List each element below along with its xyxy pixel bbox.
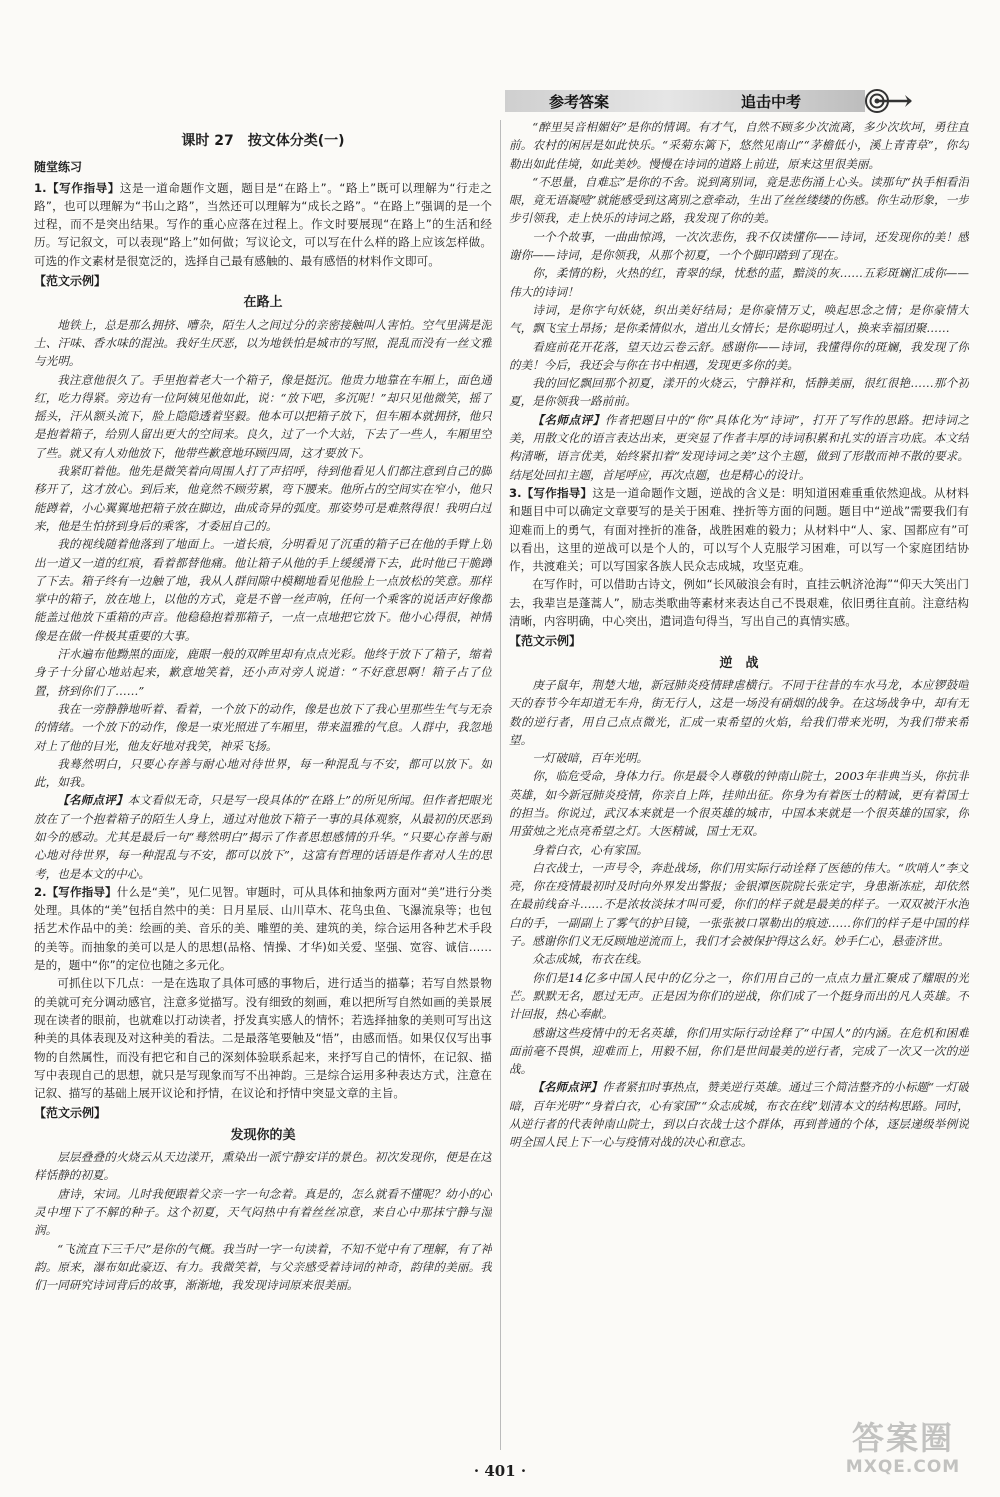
q2-comment-text: 作者把题目中的“你”具体化为“诗词”，打开了写作的思路。把诗词之美，用散文化的语言表达出来，更突显了作者丰厚的诗词积累和扎实的语言功底。本文结构清晰，语言优美，始终紧扣着“发现诗词之美”这个主题，做到了形散而神不散的要求。结尾处回扣主题，首尾呼应，再次点题，也是精心的设计。: [509, 412, 969, 482]
q1-guide-tag: 【写作指导】: [46, 180, 120, 195]
q3-number: 3.: [509, 485, 522, 500]
q1-essay-paragraph: 我注意他很久了。手里抱着老大一个箱子，像是挺沉。他贵力地靠在车厢上，面色通红，吃力得紧。旁边有一位阿姨见他如此，说：“放下吧，多沉呢！”却只见他微笑，摇了摇头，汗从额头流下，脸上隐隐透着坚毅。他本可以把箱子放下，但车厢本就拥挤，他只是抱着箱子，给别人留出更大的空间来。良久，过了一个大站，下去了一些人，车厢里空了些。就又有人劝他放下，他带些歉意地环顾四周，这才要放下。: [34, 372, 492, 460]
right-column: [509, 118, 969, 1448]
q1-essay-paragraph: 我蓦然明白，只要心存善与耐心地对待世界，每一种混乱与不安，都可以放下。如此，如我。: [34, 756, 492, 790]
q3-comment: [509, 1078, 969, 1151]
column-divider: [500, 120, 501, 1450]
q1-comment: [34, 791, 492, 882]
q2-essay-paragraph: 看庭前花开花落，望天边云卷云舒。感谢你——诗词，我懂得你的斑斓，我发现了你的美！今后，我还会与你在书中相遇，发现更多你的美。: [509, 339, 969, 372]
watermark-url: MXQE.COM: [845, 1457, 961, 1477]
q1-essay-paragraph: 汗水遍布他黝黑的面庞，鹿眼一般的双眸里却有点点光彩。他终于放下了箱子，缩着身子十分留心地站起来，歉意地笑着，还小声对旁人说道：“不好意思啊！箱子占了位置，挤到你们了……”: [34, 647, 492, 698]
q2-essay-paragraph: 层层叠叠的火烧云从天边漾开，熏染出一派宁静安详的景色。初次发现你，便是在这样恬静的初夏。: [34, 1150, 492, 1183]
q3-essay-paragraph: 身着白衣，心有家国。: [532, 842, 649, 857]
q1-essay-paragraph: 我的视线随着他落到了地面上。一道长痕，分明看见了沉重的箱子已在他的手臂上划出一道又一道的红痕，看着都替他痛。他让箱子从他的手上缓缓滑下去，此时他已干脆蹲了下去。箱子终有一边触了地，我从人群间隙中模糊地看见他脸上一点放松的笑意。那样掌中的箱子，放在地上，以他的方式，竟是不曾一丝声响，任何一个乘客的说话声好像都能盖过他放下重箱的声音。他稳稳抱着那箱子，一点一点地把它放下。他小心得很，神情像是在做一件极其重要的大事。: [34, 537, 492, 643]
target-arrow-icon: [861, 88, 913, 114]
q3-guide-continued: 在写作时，可以借助古诗文，例如“长风破浪会有时，直挂云帆济沧海”“仰天大笑出门去，我辈岂是蓬蒿人”，励志类歌曲等素材来表达自己不畏艰难，依旧勇往直前。注意结构清晰，内容明确，中心突出，遣词造句得当，写出自己的真情实感。: [509, 577, 969, 629]
q3-guide-text: 这是一道命题作文题，逆战的含义是：明知道困难重重依然迎战。从材料和题目中可以确定文章要写的是关于困难、挫折等方面的问题。题目中“逆战”需要我们有迎难而上的勇气，有面对挫折的准备，战胜困难的毅力；从材料中“人、家、国都应有”可以看出，这里的逆战可以是个人的，可以写个人克服学习困难，可以写一个家庭团结协作，共渡难关；可以写国家各族人民众志成城，攻坚克难。: [509, 485, 969, 574]
q3-essay-paragraph: 你，临危受命，身体力行。你是最令人尊敬的钟南山院士，2003年非典当头，你抗非英雄，如今新冠肺炎疫情，你亲自上阵，挂帅出征。你身为有着医士的精诚，更有着国士的担当。你说过，武汉本来就是一个很英雄的城市，中国本来就是一个很英雄的国家，你用萤烛之光点亮希望之灯。大医精诚，国士无双。: [509, 769, 969, 839]
q2-essay-paragraph: 诗词，是你字句妖娆，织出美好结局；是你豪情万丈，唤起思念之情；是你豪情大气，飘飞宝土昂扬；是你柔情似水，道出儿女情长；是你聪明过人，换来幸福团聚……: [509, 302, 969, 336]
practice-label: 随堂练习: [34, 160, 83, 175]
q1-guide-text: 这是一道命题作文题，题目是“在路上”。“路上”既可以理解为“行走之路”，也可以理解为“书山之路”，当然还可以理解为“成长之路”。“在路上”强调的是一个过程，而不是突出结果。写作的重心应落在过程上。作文时要展现“在路上”的生活和经历。写记叙文，可以表现“路上”如何做；写议论文，可以写在什么样的路上应该怎样做。可选的作文素材是很宽泛的，选择自己最有感触的、最有感悟的材料作文即可。: [34, 180, 492, 268]
q2-essay-paragraph: “醉里吴音相媚好”是你的情调。有才气，自然不顾多少次流离，多少次坎坷，勇往直前。农村的闲居是如此快乐。“采菊东篱下，悠然见南山”“茅檐低小，溪上青青草”，你勾勒出如此佳境，如此美妙。慢慢在诗词的道路上前进，原来这里很美丽。: [509, 120, 969, 171]
left-column: [34, 128, 492, 1458]
q2-essay-paragraph: “飞流直下三千尺”是你的气概。我当时一字一句读着，不知不觉中有了理解，有了神韵。原来，瀑布如此豪迈、有力。我微笑着，与父亲感受着诗词的神奇，韵律的美丽。我们一同研究诗词背后的故事，渐渐地，我发现诗词原来很美丽。: [34, 1241, 492, 1293]
q3-essay-paragraph: 庚子鼠年，荆楚大地，新冠肺炎疫情肆虐横行。不同于往昔的车水马龙，本应锣鼓喧天的春节今年却道无车舟，街无行人，这是一场没有硝烟的战争。在这场战争中，却有无数的逆行者，用自己点点微光，汇成一束希望的火焰，给我们带来光明，为我们带来希望。: [509, 677, 969, 747]
watermark-logo-text: 答案圈: [851, 1419, 954, 1457]
q3-essay-paragraph: 一灯破暗，百年光明。: [532, 751, 649, 766]
q2-essay-paragraph: 我的回忆飘回那个初夏，漾开的火烧云，宁静祥和，恬静美丽，很红很艳……那个初夏，是你领我一路前前。: [509, 376, 969, 409]
q3-essay-paragraph: 你们是14亿多中国人民中的亿分之一，你们用自己的一点点力量汇聚成了耀眼的光芒。默默无名，愿过无声。正是因为你们的逆战，你们成了一个挺身而出的凡人英雄。不计回报，热心奉献。: [509, 970, 969, 1022]
q2-comment-tag: 【名师点评】: [532, 412, 605, 427]
q2-example-label: 【范文示例】: [34, 1106, 107, 1121]
q1-essay-title: 在路上: [243, 295, 283, 311]
page-header: [505, 88, 913, 114]
q2-essay-title: 发现你的美: [230, 1127, 296, 1143]
q3-guide-tag: 【写作指导】: [521, 485, 593, 500]
q2-guide: [34, 883, 492, 974]
site-watermark: [828, 1420, 978, 1490]
q2-guide-tag: 【写作指导】: [46, 884, 117, 899]
q3-comment-tag: 【名师点评】: [532, 1080, 603, 1095]
q1-comment-text: 本文看似无奇，只是写一段具体的“在路上”的所见所闻。但作者把眼光放在了一个抱着箱子的陌生人身上，通过对他放下箱子一事的具体观察，从最初的厌恶到如今的感动。尤其是最后一句“蓦然明白”揭示了作者思想感情的升华。“只要心存善与耐心地对待世界，每一种混乱与不安，都可以放下”，这富有哲理的话语是作者对人生的思考，也是本文的中心。: [34, 793, 492, 881]
header-series-label: 追击中考: [741, 92, 802, 111]
q2-number: 2.: [34, 884, 47, 899]
q3-comment-text: 作者紧扣时事热点，赞美逆行英雄。通过三个简洁整齐的小标题“一灯破暗，百年光明”“身着白衣，心有家国”“众志成城，布衣在线”划清本文的结构思路。同时，从逆行者的代表钟南山院士，到以白衣战士这个群体，再到普通的个体，逐层递级举例说明全国人民上下一心与疫情对战的决心和意志。: [509, 1080, 969, 1150]
q2-essay-paragraph: “不思量，自难忘”是你的不舍。说到离别词，竟是悲伤涌上心头。读那句“执手相看泪眼，竟无语凝噎”就能感受到这离别之意牵动，生出了丝丝缕缕的伤感。你生动形象，一步步引领我，走上快乐的诗词之路，我发现了你的美。: [509, 174, 969, 226]
q3-essay-paragraph: 感谢这些疫情中的无名英雄，你们用实际行动诠释了“中国人”的内涵。在危机和困难面前毫不畏惧，迎难而上，用毅不屈，你们是世间最美的逆行者，完成了一次又一次的逆战。: [509, 1025, 969, 1077]
q3-guide: [509, 484, 969, 575]
q2-guide-text: 什么是“美”，见仁见智。审题时，可从具体和抽象两方面对“美”进行分类处理。具体的“美”包括自然中的美：日月星辰、山川草木、花鸟虫鱼、飞瀑流泉等；也包括艺术作品中的美：绘画的美、音乐的美、雕塑的美、建筑的美，综合运用各种艺术手段的美等。而抽象的美可以是人的思想(品格、情操、才华)如关爱、坚强、宽容、诚信……是的，题中“你”的定位也随之多元化。: [34, 884, 492, 973]
page-number: · 401 ·: [473, 1462, 527, 1480]
q1-number: 1.: [34, 180, 47, 195]
q2-comment: [509, 411, 969, 484]
header-answers-label: 参考答案: [549, 92, 610, 111]
q3-essay-paragraph: 白衣战士，一声号令，奔赴战场，你们用实际行动诠释了医德的伟大。“吹哨人”李文亮，你在疫情最初时及时向外界发出警报；金银潭医院院长张定宇，身患渐冻症，却依然在最前线奋斗……不是浓妆淡抹才叫可爱，你们的样子就是最美的样子。一双双被汗水泡白的手，一副副上了雾气的护目镜，一张张被口罩勒出的痕迹……你们的样子是中国的样子。感谢你们义无反顾地逆流而上，我们才会被保护得这么好。妙手仁心，悬壶济世。: [509, 860, 969, 949]
q3-essay-title: 逆 战: [719, 655, 759, 671]
q1-essay-paragraph: 我在一旁静静地听着、看着，一个放下的动作，像是也放下了我心里那些生气与无奈的情绪。一个放下的动作，像是一束光照进了车厢里，带来温雅的气息。人群中，我忽地对上了他的目光，他友好地对我笑，神采飞扬。: [34, 701, 492, 753]
q3-essay-paragraph: 众志成城，布衣在线。: [532, 952, 649, 967]
q1-essay-paragraph: 地铁上，总是那么拥挤、嘈杂，陌生人之间过分的亲密接触叫人害怕。空气里满是泥土、汗味、香水味的混浊。我好生厌恶，以为地铁怕是城市的写照，混乱而没有一丝文雅与光明。: [34, 317, 492, 369]
q1-example-label: 【范文示例】: [34, 274, 107, 289]
q1-comment-tag: 【名师点评】: [57, 793, 128, 808]
q2-essay-paragraph: 一个个故事，一曲曲惊鸿，一次次悲伤，我不仅读懂你——诗词，还发现你的美！感谢你——诗词，是你领我，从那个初夏，一个个脚印踏到了现在。: [509, 229, 969, 263]
q1-essay-paragraph: 我紧盯着他。他先是微笑着向周围人打了声招呼，待到他看见人们都注意到自己的脚移开了，这才放心。到后来，他竟然不顾劳累，弯下腰来。他所占的空间实在窄小，他只能蹲着，小心翼翼地把箱子放在脚边，曲成奇异的弧度。那姿势可是难熬得很！我明白过来，他是生怕挤到身后的乘客，才委屈自己的。: [34, 464, 492, 533]
q2-guide-continued: 可抓住以下几点：一是在选取了具体可感的事物后，进行适当的描摹；若写自然景物的美就可充分调动感官，注意多觉描写。没有细致的刻画，难以把所写自然如画的美景展现在读者的眼前，也就难以打动读者，抒发真实感人的情怀；若选择抽象的美则可写出这种美的具体表现及对这种美的看法。二是最落笔要触及“悟”，由感而悟。如果仅仅写出事物的自然属性，而没有把它和自己的深刻体验联系起来，来抒写自己的情怀，在记叙、描写中表现自己的思想，就只是写现象而写不出神韵。三是综合运用多种表达方式，注意在记叙、描写的基础上展开议论和抒情，在议论和抒情中突显文章的主旨。: [34, 976, 492, 1101]
lesson-title: 课时 27 按文体分类(一): [181, 133, 345, 149]
q3-example-label: 【范文示例】: [509, 634, 582, 649]
q2-essay-paragraph: 你，柔情的粉，火热的红，青翠的绿，忧愁的蓝，黯淡的灰……五彩斑斓汇成你——伟大的诗词！: [509, 266, 969, 299]
q1-guide: [34, 179, 492, 270]
q2-essay-paragraph: 唐诗，宋词。儿时我便跟着父亲一字一句念着。真是的，怎么就看不懂呢？幼小的心灵中埋下了不解的种子。这个初夏，天气闷热中有着丝丝凉意，来自心中那抹宁静与湿润。: [34, 1186, 492, 1238]
